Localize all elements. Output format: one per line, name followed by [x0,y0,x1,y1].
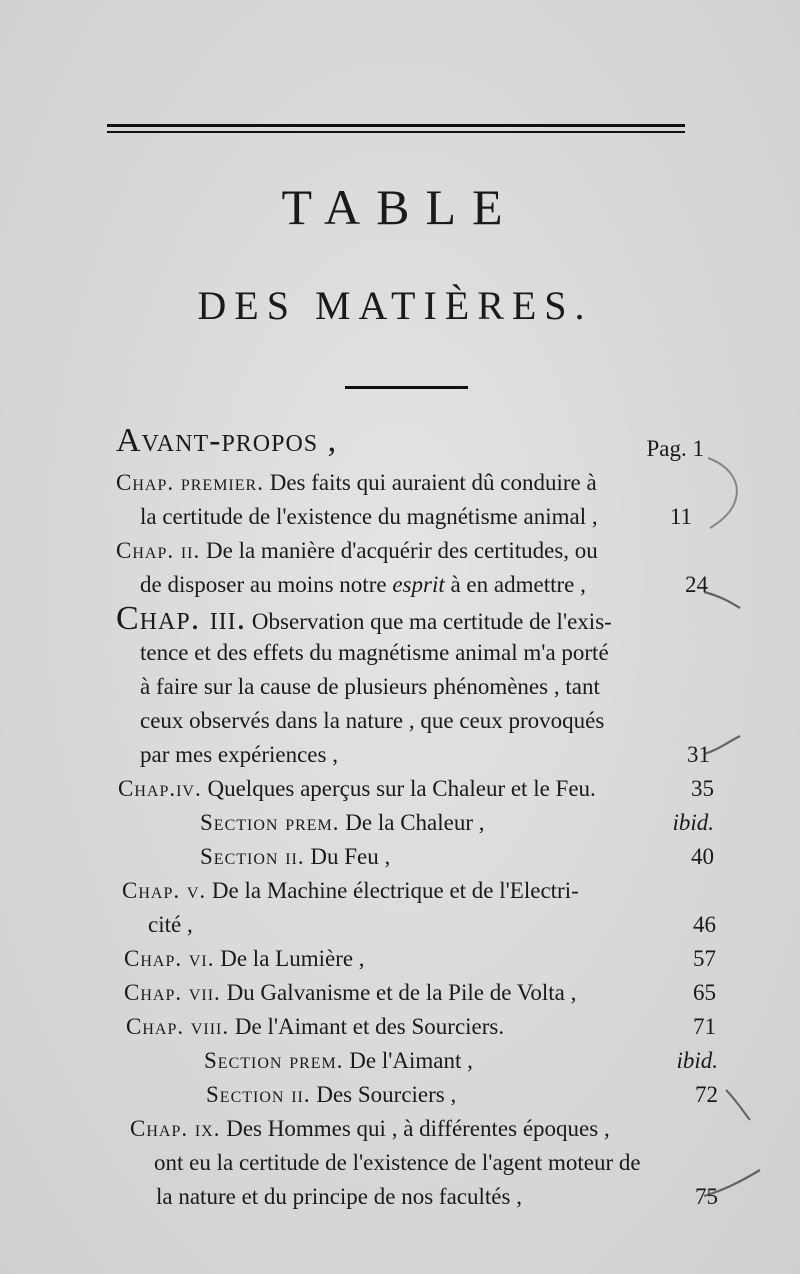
entry-continuation: la certitude de l'existence du magnétisme animal , [140,504,598,529]
entry-page: 35 [691,776,714,801]
entry-page: 75 [695,1184,718,1209]
entry-page: Pag. 1 [646,436,704,461]
entry-text: Des faits qui auraient dû conduire à [269,470,597,495]
entry-label: Chap. ii. [116,538,201,563]
entry-label: Chap. ix. [130,1116,221,1141]
entry-label: Chap. vii. [124,980,221,1005]
entry-text: Des Hommes qui , à différentes époques , [226,1116,610,1141]
entry-text: De l'Aimant et des Sourciers. [234,1014,505,1039]
toc-entry-chap-1 [116,466,597,499]
entry-text: Du Galvanisme et de la Pile de Volta , [226,980,577,1005]
entry-page: 72 [695,1082,718,1107]
toc-entry-chap-3 [116,602,612,638]
entry-continuation: cité , [148,912,193,937]
entry-page: 57 [693,946,716,971]
entry-text: Quelques aperçus sur la Chaleur et le Feu. [207,776,596,801]
entry-text: De la Chaleur , [345,810,485,835]
entry-label: Section prem. [204,1048,344,1073]
entry-text: De la manière d'acquérir des certitudes, ou [206,538,598,563]
entry-page: 31 [687,742,710,767]
entry-label: Chap. viii. [126,1014,230,1039]
entry-label: Chap. iii. [116,600,247,637]
continuation-text: à en admettre , [450,572,586,597]
page-title: TABLE [281,179,519,235]
entry-page: 71 [693,1014,716,1039]
entry-page: 65 [693,980,716,1005]
entry-continuation [140,568,586,601]
entry-page: ibid. [672,810,714,835]
entry-label: Chap. v. [122,878,207,903]
toc-entry-chap-4 [118,772,596,805]
entry-text: Observation que ma certitude de l'exis- [251,609,612,634]
toc-entry-section-sourciers [206,1078,456,1111]
entry-continuation: à faire sur la cause de plusieurs phénomènes , tant [140,674,600,699]
entry-label: Section prem. [200,810,340,835]
toc-entry-chap-2 [116,534,598,567]
entry-label: Chap. premier. [116,470,264,495]
entry-label: Chap. vi. [124,946,215,971]
toc-entry-section-aimant [204,1044,473,1077]
entry-text: De l'Aimant , [349,1048,473,1073]
entry-text: Du Feu , [310,844,391,869]
entry-label: Chap.iv. [118,776,202,801]
entry-continuation: ceux observés dans la nature , que ceux provoqués [140,708,605,733]
entry-page: ibid. [676,1048,718,1073]
entry-continuation: la nature et du principe de nos facultés , [156,1184,522,1209]
toc-entry-avant-propos [116,424,337,460]
toc-entry-chap-9 [130,1112,610,1145]
entry-label: Avant-propos , [116,422,338,459]
entry-page: 46 [693,912,716,937]
entry-continuation: ont eu la certitude de l'existence de l'agent moteur de [154,1150,641,1175]
entry-page: 40 [691,844,714,869]
continuation-text: de disposer au moins notre [140,572,387,597]
toc-entry-chap-5 [122,874,579,907]
toc-entry-chap-7 [124,976,576,1009]
entry-text: De la Lumière , [220,946,365,971]
toc-entry-section-feu [200,840,390,873]
toc-entry-section-chaleur [200,806,485,839]
page-subtitle: DES MATIÈRES. [197,283,593,328]
continuation-italic: esprit [392,572,445,597]
entry-text: De la Machine électrique et de l'Electri- [211,878,579,903]
entry-continuation: par mes expériences , [140,742,338,767]
entry-continuation: tence et des effets du magnétisme animal m'a porté [140,640,609,665]
entry-label: Section ii. [200,844,305,869]
entry-page: 11 [669,504,692,529]
toc-entry-chap-8 [126,1010,504,1043]
toc-entry-chap-6 [124,942,365,975]
entry-page: 24 [685,572,708,597]
entry-text: Des Sourciers , [316,1082,457,1107]
entry-label: Section ii. [206,1082,311,1107]
